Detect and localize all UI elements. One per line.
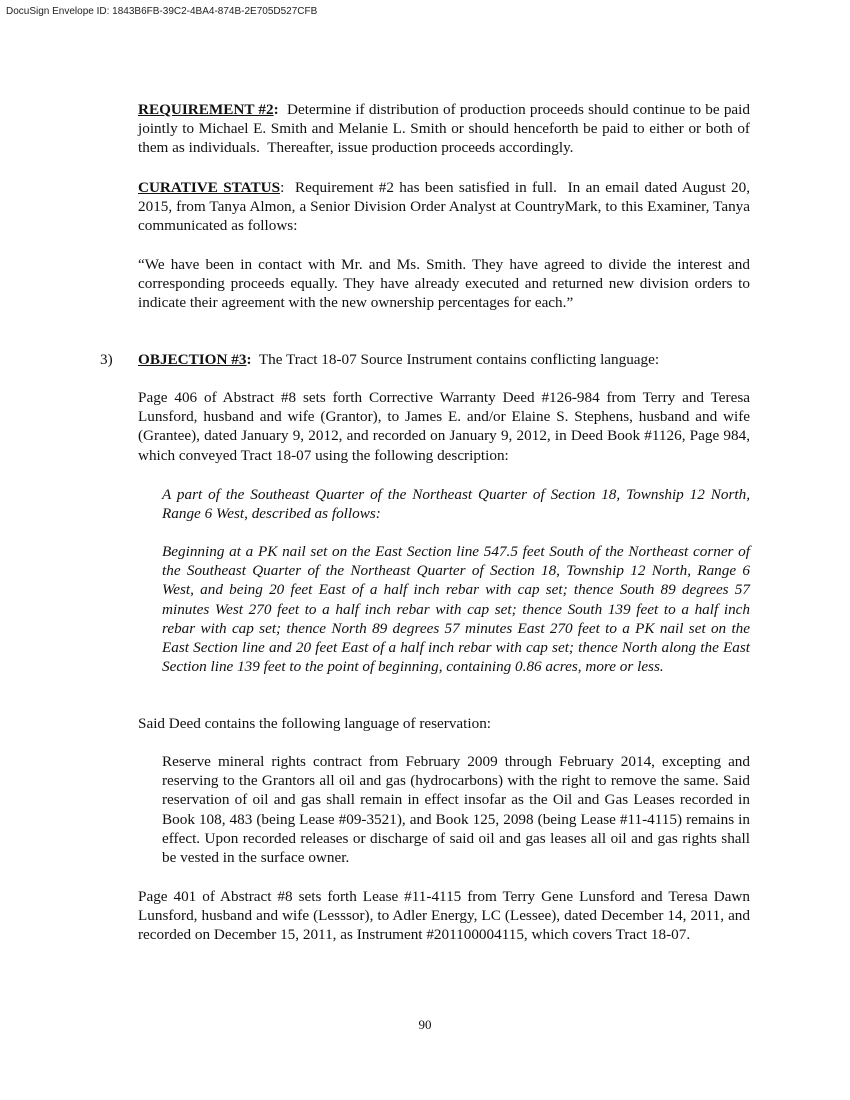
objection-3-heading: OBJECTION #3 (138, 351, 247, 368)
objection-3-colon: : (246, 351, 252, 368)
curative-status-heading: CURATIVE STATUS (138, 179, 281, 196)
objection-3-text: The Tract 18-07 Source Instrument contains conflicting language: (251, 351, 660, 368)
reservation-paragraph: Reserve mineral rights contract from February 2009 through February 2014, excepting and reserving to the Grantors all oil and gas (hydrocarbons) with the right to remove the same. Said reservation of oil and gas shall remain in effect insofar as the Oil and Gas Leases recorded in Book 108, 483 (being Lease #09-3521), and Book 125, 2098 (being Lease #11-4115) remains in effect. Upon recorded releases or discharge of said oil and gas leases all oil and gas rights shall be vested in the surface owner. (162, 753, 750, 867)
said-deed-paragraph: Said Deed contains the following language of reservation: (138, 715, 492, 732)
page-number: 90 (418, 1017, 432, 1032)
requirement-2-colon: : (273, 101, 279, 118)
requirement-2-text: Determine if distribution of production proceeds should continue to be paid jointly to Michael E. Smith and Melanie L. Smith or should henceforth be paid to either or both of them as individuals. Thereafter, issue production proceeds accordingly. (138, 101, 754, 157)
requirement-2-heading: REQUIREMENT #2 (138, 101, 274, 118)
curative-status-paragraph (138, 178, 754, 236)
description-part-paragraph: A part of the Southeast Quarter of the Northeast Quarter of Section 18, Township 12 North, Range 6 West, described as follows: (162, 486, 750, 523)
objection-3-paragraph (138, 350, 750, 369)
page-406-paragraph: Page 406 of Abstract #8 sets forth Corrective Warranty Deed #126-984 from Terry and Teresa Lunsford, husband and wife (Grantor), to James E. and/or Elaine S. Stephens, husband and wife (Grantee), dated January 9, 2012, and recorded on January 9, 2012, in Deed Book #1126, Page 984, which conveyed Tract 18-07 using the following description: (138, 389, 750, 464)
page-401-paragraph: Page 401 of Abstract #8 sets forth Lease #11-4115 from Terry Gene Lunsford and Teresa Dawn Lunsford, husband and wife (Lesssor), to Adler Energy, LC (Lessee), dated December 14, 2011, and recorded on December 15, 2011, as Instrument #201100004115, which covers Tract 18-07. (138, 888, 750, 944)
description-beginning-paragraph: Beginning at a PK nail set on the East Section line 547.5 feet South of the Northeast corner of the Southeast Quarter of the Northeast Quarter of Section 18, Township 12 North, Range 6 West, and being 20 feet East of a half inch rebar with cap set; thence South 89 degrees 57 minutes West 270 feet to a half inch rebar with cap set; thence South 139 feet to a half inch rebar with cap set; thence North 89 degrees 57 minutes East 270 feet to a PK nail set on the East Section line and 20 feet East of a half inch rebar with cap set; thence North along the East Section line 139 feet to the point of beginning, containing 0.86 acres, more or less. (162, 543, 750, 676)
requirement-2-paragraph (138, 100, 754, 158)
objection-3-number: 3) (100, 351, 113, 368)
docusign-envelope-id: DocuSign Envelope ID: 1843B6FB-39C2-4BA4-874B-2E705D527CFB (6, 6, 318, 17)
curative-status-text: : Requirement #2 has been satisfied in full. In an email dated August 20, 2015, from Tanya Almon, a Senior Division Order Analyst at CountryMark, to this Examiner, Tanya communicated as follows: (138, 179, 754, 235)
quote-paragraph: “We have been in contact with Mr. and Ms. Smith. They have agreed to divide the interest and corresponding proceeds equally. They have already executed and returned new division orders to indicate their agreement with the new ownership percentages for each.” (138, 256, 750, 312)
